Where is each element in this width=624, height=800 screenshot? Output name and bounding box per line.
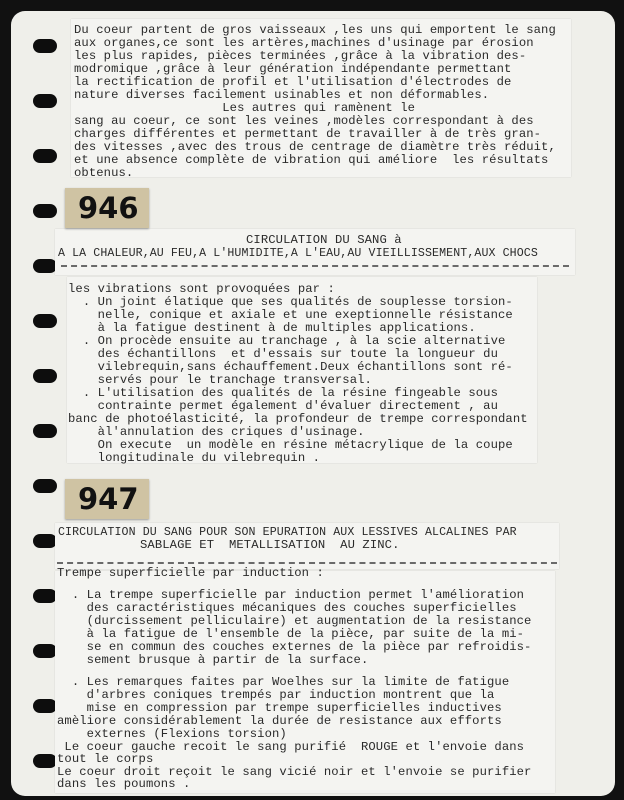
text-line: sement brusque à partir de la surface. xyxy=(57,653,369,667)
entry-947-title-line2: SABLAGE ET METALLISATION AU ZINC. xyxy=(140,538,400,552)
binder-hole xyxy=(33,314,57,328)
text-line: tout le corps xyxy=(57,752,154,766)
binder-hole xyxy=(33,259,57,273)
text-line: les plus rapides, pièces terminées ,grâce à la vibration des- xyxy=(74,49,527,63)
text-line: Les autres qui ramènent le xyxy=(74,101,416,115)
text-line: . Un joint élatique que ses qualités de souplesse torsion- xyxy=(68,295,513,309)
text-line: nelle, conique et axiale et une exeptionnelle résistance xyxy=(68,308,513,322)
entry-number-946: 946 xyxy=(65,188,149,228)
text-line: àl'annulation des criques d'usinage. xyxy=(68,425,365,439)
text-line: aux organes,ce sont les artères,machines d'usinage par érosion xyxy=(74,36,534,50)
text-line: la rectification de profil et l'utilisation d'électrodes de xyxy=(74,75,512,89)
text-line: Le coeur gauche recoit le sang purifié ROUGE et l'envoie dans xyxy=(57,740,525,754)
notebook-page xyxy=(11,11,615,796)
text-line: d'arbres coniques trempés par induction montrent que la xyxy=(57,688,495,702)
text-line: et une absence complète de vibration qui améliore les résultats xyxy=(74,153,549,167)
text-line: se en commun des couches externes de la pièce par refroidis- xyxy=(57,640,532,654)
text-line: . On procède ensuite au tranchage , à la scie alternative xyxy=(68,334,506,348)
entry-number-947: 947 xyxy=(65,479,149,519)
binder-hole xyxy=(33,204,57,218)
text-line: obtenus. xyxy=(74,166,134,180)
title-underline xyxy=(61,265,569,267)
binder-hole xyxy=(33,644,57,658)
binder-hole xyxy=(33,424,57,438)
text-line: (durcissement pelliculaire) et augmentation de la resistance xyxy=(57,614,532,628)
text-line: On execute un modèle en résine métacrylique de la coupe xyxy=(68,438,513,452)
binder-hole xyxy=(33,589,57,603)
text-line: mise en compression par trempe superficielles inductives xyxy=(57,701,502,715)
text-line: des échantillons et d'essais sur toute la longueur du xyxy=(68,347,498,361)
text-line: charges différentes et permettant de travailler à de très gran- xyxy=(74,127,542,141)
text-line: externes (Flexions torsion) xyxy=(57,727,287,741)
text-line: les vibrations sont provoquées par : xyxy=(68,282,335,296)
binder-hole xyxy=(33,369,57,383)
text-line: longitudinale du vilebrequin . xyxy=(68,451,321,465)
binder-hole xyxy=(33,699,57,713)
text-line: Le coeur droit reçoit le sang vicié noir et l'envoie se purifier xyxy=(57,765,532,779)
text-line: servés pour le tranchage transversal. xyxy=(68,373,372,387)
text-line: à la fatigue de l'ensemble de la pièce, par suite de la mi- xyxy=(57,627,525,641)
entry-946-title-line2: A LA CHALEUR,AU FEU,A L'HUMIDITE,A L'EAU,AU VIEILLISSEMENT,AUX CHOCS xyxy=(58,247,538,260)
binder-hole xyxy=(33,149,57,163)
text-line: à la fatigue destinent à de multiples applications. xyxy=(68,321,476,335)
text-line: dans les poumons . xyxy=(57,777,191,791)
text-line: contrainte permet également d'évaluer directement , au xyxy=(68,399,498,413)
entry-947-subtitle: Trempe superficielle par induction : xyxy=(57,566,324,580)
binder-hole xyxy=(33,754,57,768)
text-line: banc de photoélasticité, la profondeur de trempe correspondant xyxy=(68,412,528,426)
text-line: modromique ,grâce à leur génération indépendante permettant xyxy=(74,62,512,76)
text-line: . Les remarques faites par Woelhes sur la limite de fatigue xyxy=(57,675,510,689)
text-line: sang au coeur, ce sont les veines ,modèles correspondant à des xyxy=(74,114,534,128)
text-line: Du coeur partent de gros vaisseaux ,les uns qui emportent le sang xyxy=(74,23,556,37)
entry-947-title-line1: CIRCULATION DU SANG POUR SON EPURATION AUX LESSIVES ALCALINES PAR xyxy=(58,526,517,539)
title-underline xyxy=(57,562,557,564)
text-line: des vitesses ,avec des trous de centrage de diamètre très réduit, xyxy=(74,140,556,154)
text-line: vilebrequin,sans échauffement.Deux échantillons sont ré- xyxy=(68,360,513,374)
text-line: des caractéristiques mécaniques des couches superficielles xyxy=(57,601,517,615)
text-line: amèliore considérablement la durée de resistance aux efforts xyxy=(57,714,502,728)
text-line: . L'utilisation des qualités de la résine fingeable sous xyxy=(68,386,498,400)
text-line: . La trempe superficielle par induction permet l'amélioration xyxy=(57,588,525,602)
entry-946-title-line1: CIRCULATION DU SANG à xyxy=(246,233,402,247)
binder-hole xyxy=(33,534,57,548)
binder-hole xyxy=(33,39,57,53)
binder-hole xyxy=(33,479,57,493)
binder-hole xyxy=(33,94,57,108)
text-line: nature diverses facilement usinables et non déformables. xyxy=(74,88,490,102)
